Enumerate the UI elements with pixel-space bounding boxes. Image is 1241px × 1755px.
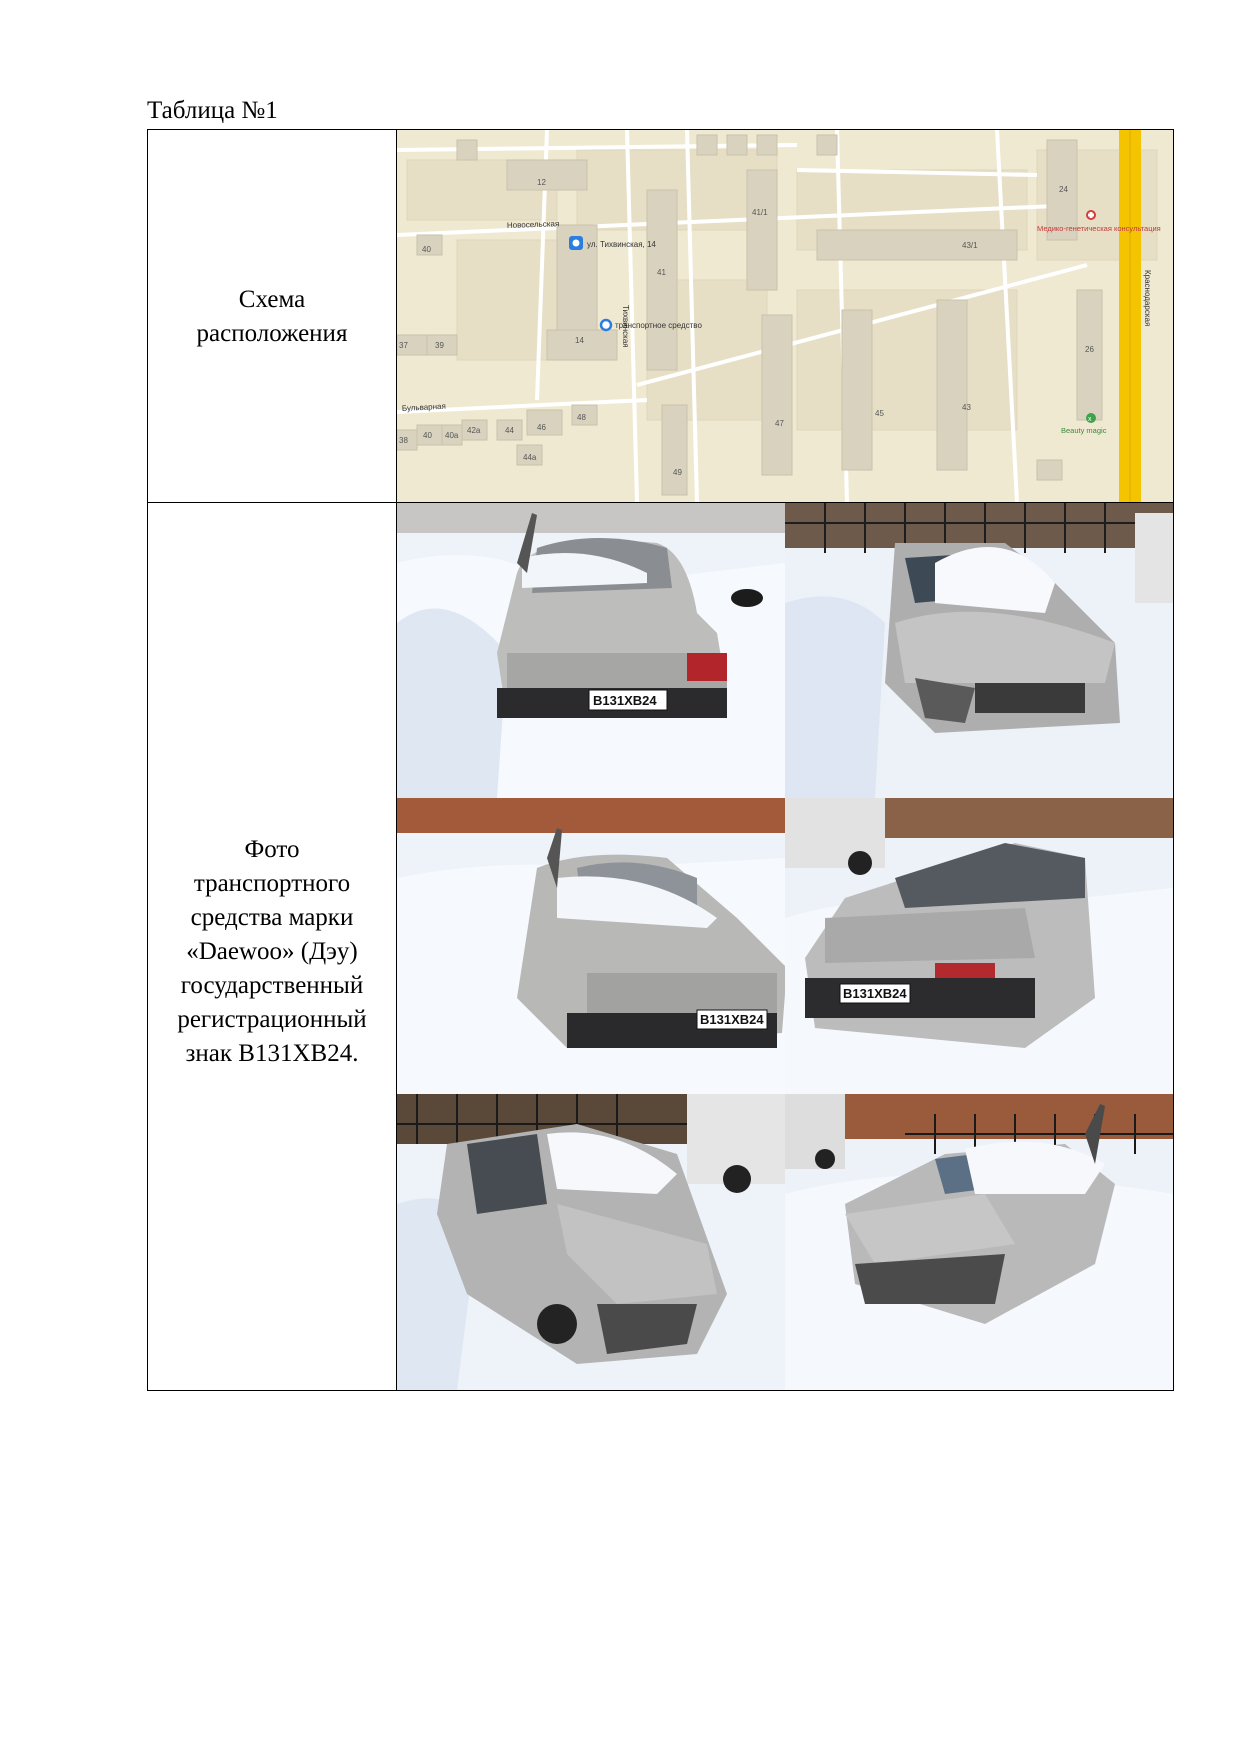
- vehicle-marker: [601, 320, 611, 330]
- table-caption: Таблица №1: [147, 97, 278, 124]
- beauty-salon-icon: [1086, 413, 1096, 423]
- house-number: 40а: [445, 431, 459, 440]
- street-name: Бульварная: [401, 401, 447, 413]
- house-number: 39: [435, 341, 444, 350]
- house-number: 24: [1059, 185, 1068, 194]
- license-plate: В131ХВ24: [593, 693, 657, 708]
- vehicle-photo-front-left: [397, 1094, 785, 1390]
- house-number: 45: [875, 409, 884, 418]
- label-line: расположения: [196, 320, 348, 347]
- vehicle-photo-rear: [397, 503, 785, 798]
- house-number: 12: [537, 178, 546, 187]
- house-number: 40: [423, 431, 432, 440]
- house-number: 48: [577, 413, 586, 422]
- house-number: 14: [575, 336, 584, 345]
- vehicle-photo-rear-left: [397, 798, 785, 1094]
- license-plate: В131ХВ24: [843, 986, 907, 1001]
- house-number: 44: [505, 426, 514, 435]
- house-number: 47: [775, 419, 784, 428]
- house-number: 49: [673, 468, 682, 477]
- label-line: регистрационный: [177, 1006, 367, 1033]
- address-marker: [569, 236, 583, 250]
- label-line: знак В131ХВ24.: [185, 1040, 359, 1067]
- vehicle-label: транспортное средство: [615, 321, 702, 330]
- house-number: 44а: [523, 453, 537, 462]
- license-plate: В131ХВ24: [700, 1012, 764, 1027]
- address-label: ул. Тихвинская, 14: [587, 240, 656, 249]
- location-map: [397, 130, 1173, 502]
- house-number: 41/1: [752, 208, 768, 217]
- row-label-scheme: [148, 283, 396, 351]
- house-number: 43/1: [962, 241, 978, 250]
- label-line: «Daewoo» (Дэу): [186, 938, 358, 965]
- house-number: 41: [657, 268, 666, 277]
- label-line: Схема: [238, 286, 306, 313]
- street-name: Тихвинская: [621, 305, 630, 348]
- poi-label: Beauty magic: [1061, 426, 1107, 435]
- label-line: транспортного: [193, 870, 351, 897]
- svg-text:x: x: [1088, 416, 1092, 423]
- label-line: Фото: [244, 836, 300, 863]
- vehicle-photo-front-right: [785, 1094, 1173, 1390]
- house-number: 40: [422, 245, 431, 254]
- house-number: 43: [962, 403, 971, 412]
- row-label-photo: [148, 833, 396, 1071]
- house-number: 37: [399, 341, 408, 350]
- street-name: Новосельская: [506, 219, 560, 230]
- house-number: 26: [1085, 345, 1094, 354]
- house-number: 42а: [467, 426, 481, 435]
- label-line: государственный: [180, 972, 364, 999]
- house-number: 38: [399, 436, 408, 445]
- house-number: 46: [537, 423, 546, 432]
- vehicle-photo-front: [785, 503, 1173, 798]
- label-line: средства марки: [190, 904, 354, 931]
- poi-label: Медико-генетическая консультация: [1037, 224, 1161, 233]
- table: [147, 129, 1174, 1391]
- street-name: Краснодарская: [1143, 270, 1152, 327]
- vehicle-photo-rear-right: [785, 798, 1173, 1094]
- clinic-icon: [1086, 210, 1096, 220]
